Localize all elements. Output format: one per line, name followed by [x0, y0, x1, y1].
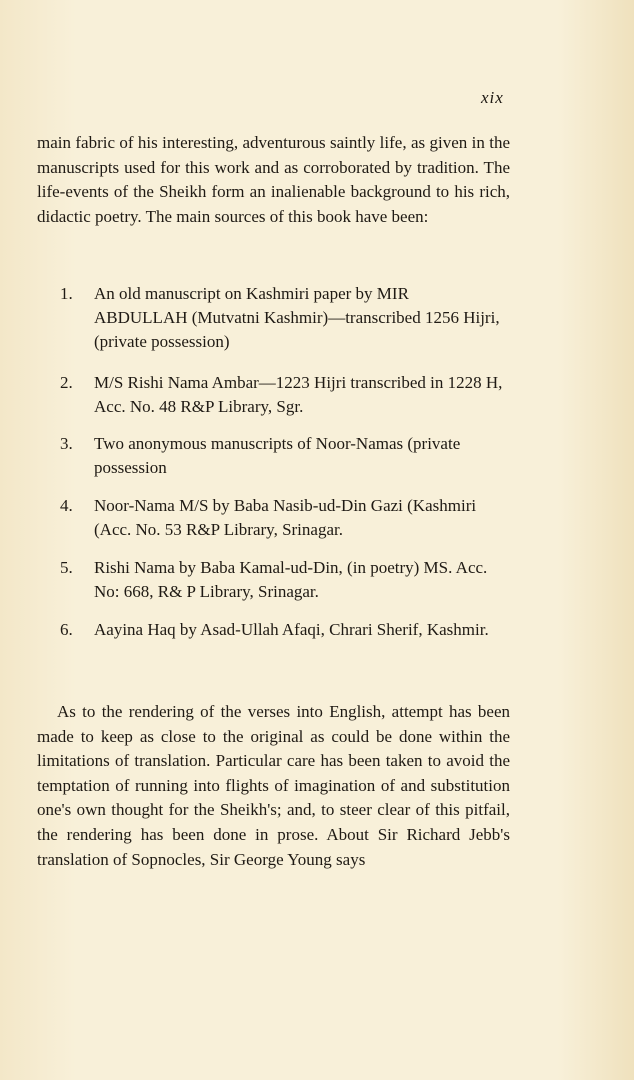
- list-item-text: An old manuscript on Kashmiri paper by MIR ABDULLAH (Mutvatni Kashmir)—transcribed 1256 Hijri, (private possession): [94, 284, 500, 351]
- list-item-text: M/S Rishi Nama Ambar—1223 Hijri transcribed in 1228 H, Acc. No. 48 R&P Library, Sgr.: [94, 373, 503, 416]
- intro-paragraph: main fabric of his interesting, adventurous saintly life, as given in the manuscripts used for this work and as corroborated by tradition. The life-events of the Sheikh form an inalienable background to his rich, didactic poetry. The main sources of this book have been:: [37, 133, 510, 226]
- list-item: [60, 282, 504, 354]
- list-item: [60, 432, 504, 480]
- list-item-text: Aayina Haq by Asad-Ullah Afaqi, Chrari Sherif, Kashmir.: [94, 620, 489, 639]
- list-item-number: 1.: [60, 284, 73, 303]
- list-item: [60, 494, 504, 542]
- closing-paragraph: As to the rendering of the verses into English, attempt has been made to keep as close to the original as could be done within the limitations of translation. Particular care has been taken to avoid the temptation of running into flights of imagination of and substitution one's own thought for the Sheikh's; and, to steer clear of this pitfail, the rendering has been done in prose. About Sir Richard Jebb's translation of Sopnocles, Sir George Young says: [37, 702, 510, 869]
- list-item: [60, 618, 504, 642]
- page-number: xix: [481, 88, 504, 107]
- list-item-number: 3.: [60, 434, 73, 453]
- list-item-number: 4.: [60, 496, 73, 515]
- list-item-text: Rishi Nama by Baba Kamal-ud-Din, (in poetry) MS. Acc. No: 668, R& P Library, Srinagar.: [94, 558, 488, 601]
- list-item: [60, 556, 504, 604]
- list-item-number: 6.: [60, 620, 73, 639]
- list-item-number: 2.: [60, 373, 73, 392]
- list-item-text: Two anonymous manuscripts of Noor-Namas (private possession: [94, 434, 461, 477]
- list-item-number: 5.: [60, 558, 73, 577]
- list-item: [60, 371, 504, 419]
- list-item-text: Noor-Nama M/S by Baba Nasib-ud-Din Gazi (Kashmiri (Acc. No. 53 R&P Library, Srinagar.: [94, 496, 477, 539]
